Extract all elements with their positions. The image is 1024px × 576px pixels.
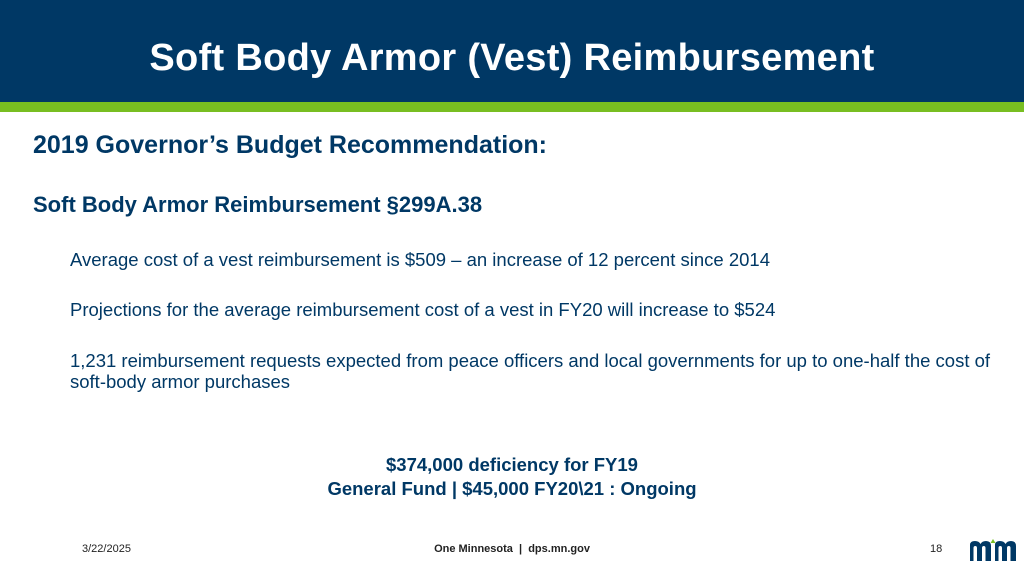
footer-date: 3/22/2025 [82,543,131,555]
bullet-item: 1,231 reimbursement requests expected from peace officers and local governments for up to one-half the cost of soft-body armor purchases [70,350,991,392]
footer-website: One Minnesota | dps.mn.gov [434,543,590,555]
section-subheading: Soft Body Armor Reimbursement §299A.38 [33,192,483,217]
bullet-item: Average cost of a vest reimbursement is $509 – an increase of 12 percent since 2014 [70,249,770,270]
summary-line-general-fund: General Fund | $45,000 FY20\21 : Ongoing [327,478,697,499]
title-bar [0,0,1024,102]
slide-title: Soft Body Armor (Vest) Reimbursement [149,36,875,79]
page-number: 18 [930,543,943,555]
bullet-item: Projections for the average reimbursement cost of a vest in FY20 will increase to $524 [70,299,776,320]
section-heading: 2019 Governor’s Budget Recommendation: [33,131,548,159]
summary-line-deficiency: $374,000 deficiency for FY19 [386,454,638,475]
accent-strip [0,102,1024,112]
budget-summary [0,453,1024,501]
mn-state-logo-icon [968,537,1018,563]
